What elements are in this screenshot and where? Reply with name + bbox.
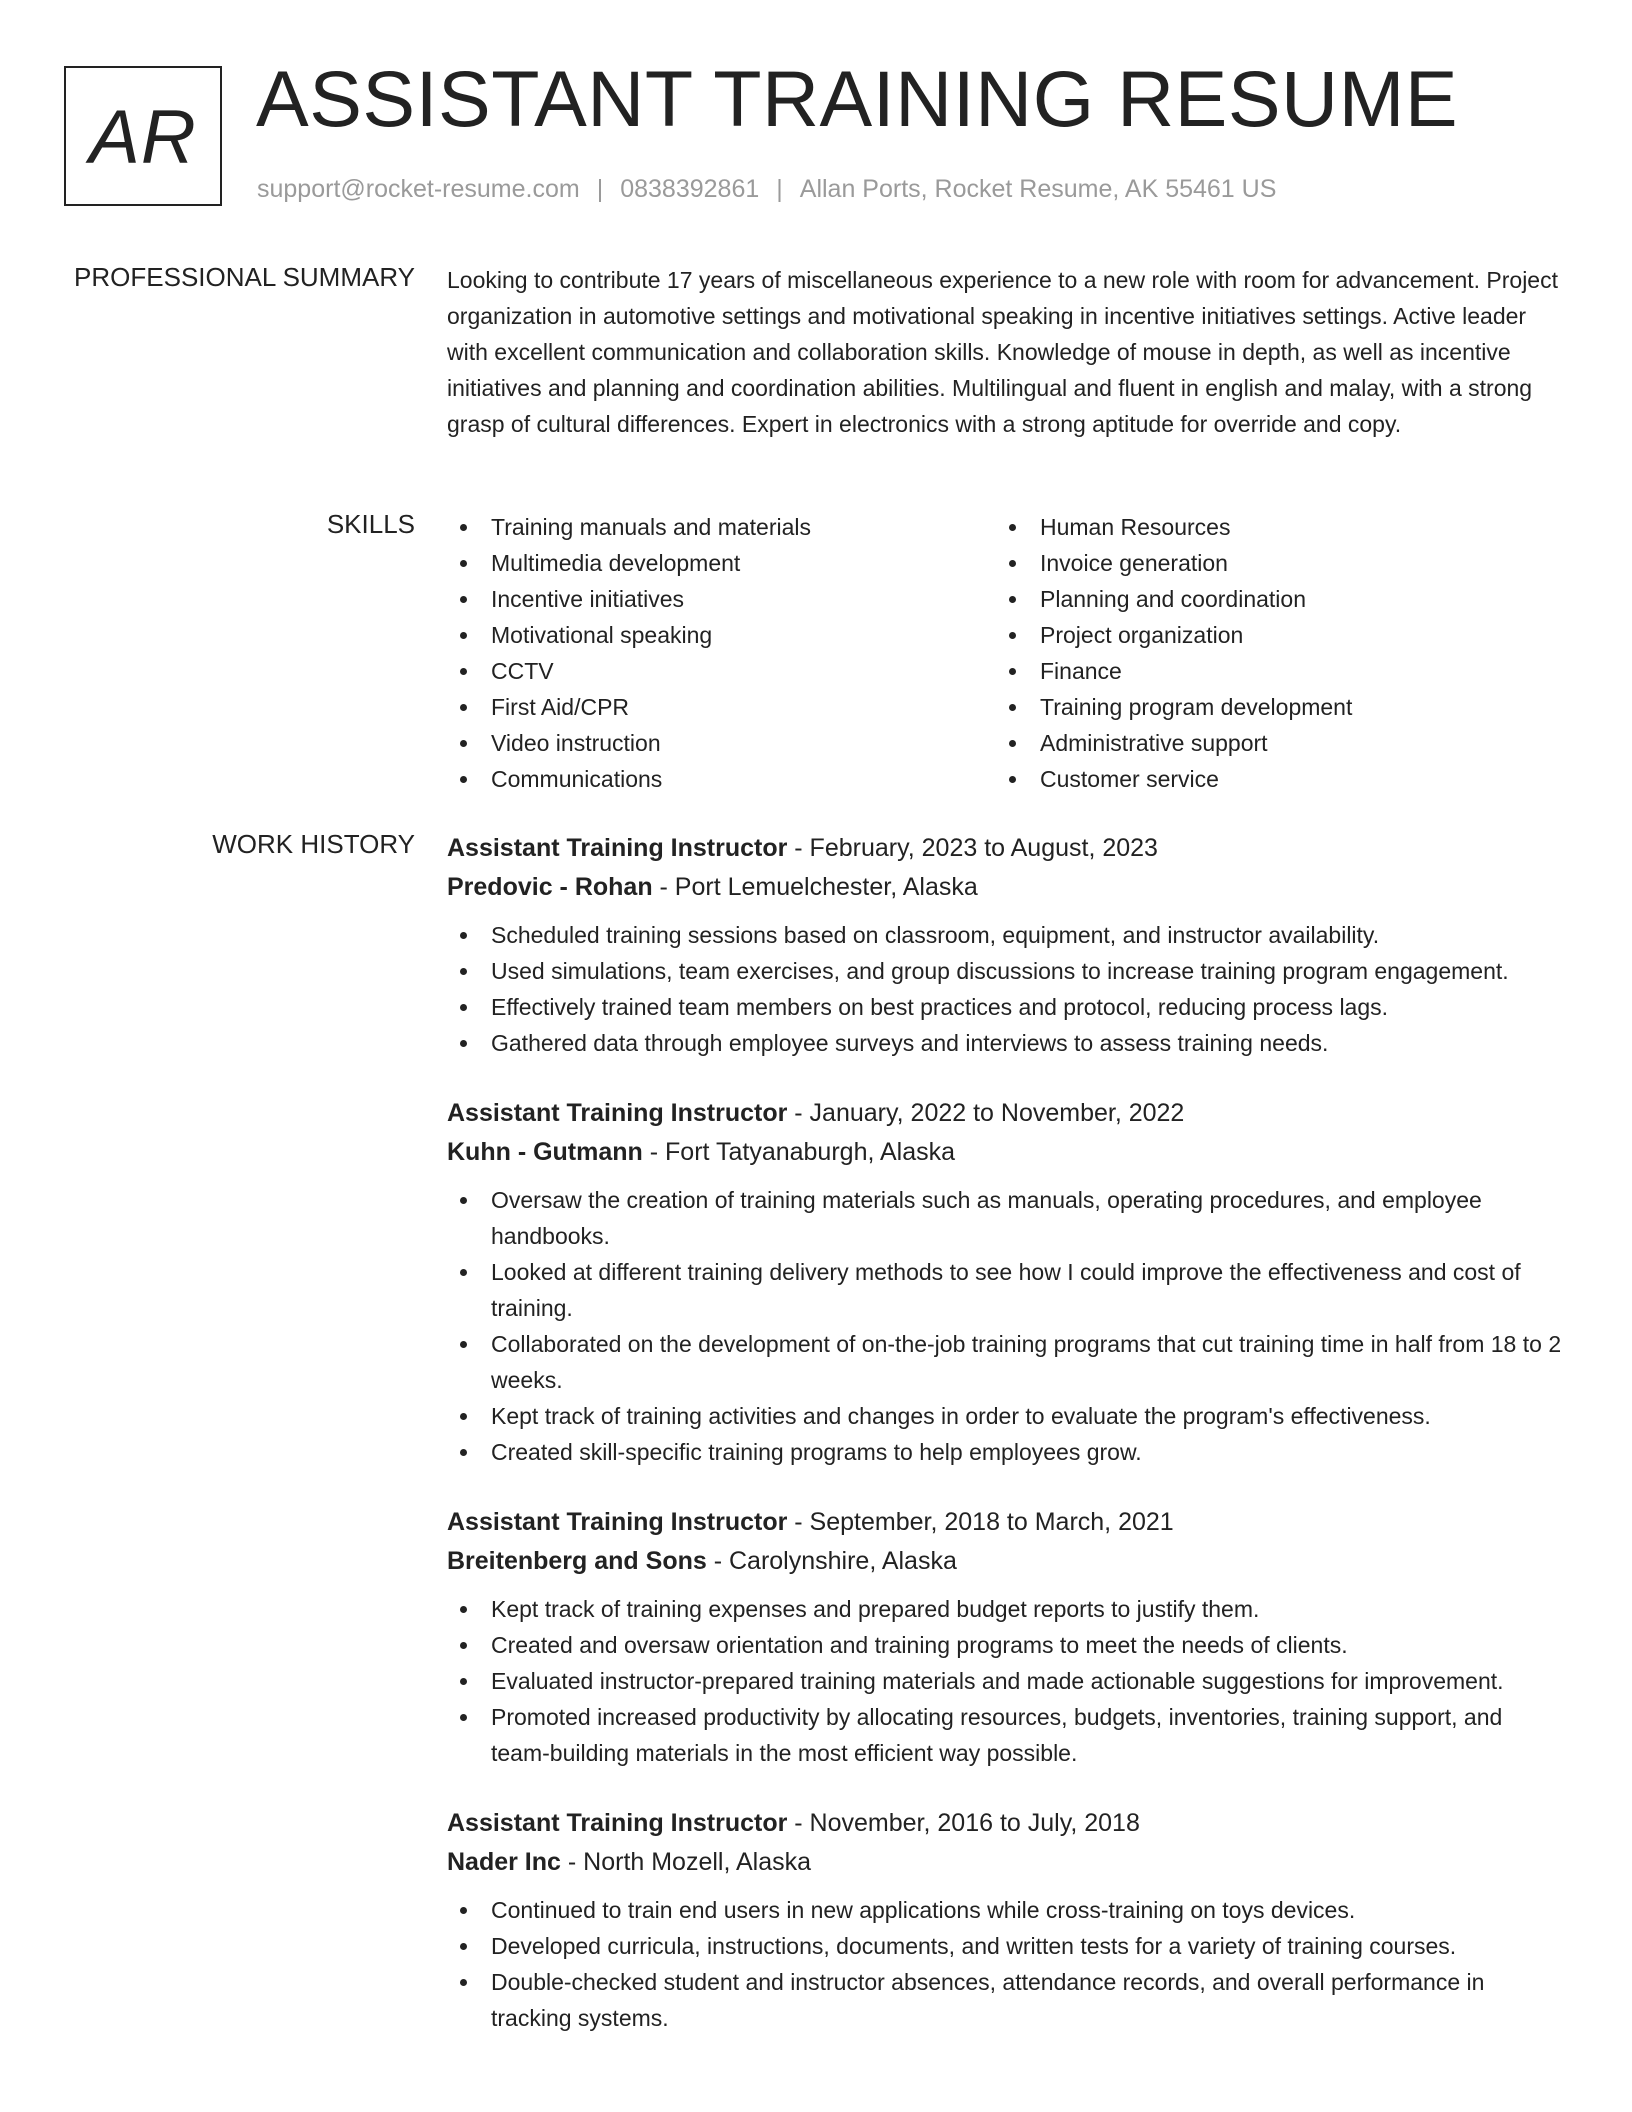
job-company: Kuhn - Gutmann xyxy=(447,1138,643,1166)
bullet-dot xyxy=(460,1197,467,1204)
skill-item-text: Finance xyxy=(1040,658,1122,684)
job-duty xyxy=(447,1892,1567,1928)
skill-item xyxy=(996,581,1545,617)
skill-item xyxy=(996,617,1545,653)
job-duty-text: Created skill-specific training programs to help employees grow. xyxy=(491,1439,1142,1465)
job-duty-text: Oversaw the creation of training materials such as manuals, operating procedures, and employee handbooks. xyxy=(491,1187,1482,1249)
job-dates: - September, 2018 to March, 2021 xyxy=(787,1508,1174,1536)
job-duties-list xyxy=(447,1182,1567,1470)
skills-heading: SKILLS xyxy=(326,509,415,539)
job-duty xyxy=(447,1964,1567,2036)
skills-left-list xyxy=(447,509,996,797)
skill-item-text: CCTV xyxy=(491,658,554,684)
job-title: Assistant Training Instructor xyxy=(447,1508,788,1536)
job-duty-text: Developed curricula, instructions, documents, and written tests for a variety of training courses. xyxy=(491,1933,1457,1959)
skill-item-text: Administrative support xyxy=(1040,730,1268,756)
bullet-dot xyxy=(460,704,467,711)
contact-phone: 0838392861 xyxy=(620,175,760,203)
job-duties-list xyxy=(447,1892,1567,2036)
skill-item xyxy=(447,509,996,545)
contact-email: support@rocket-resume.com xyxy=(257,175,580,203)
bullet-dot xyxy=(460,740,467,747)
bullet-dot xyxy=(460,1269,467,1276)
bullet-dot xyxy=(1009,668,1016,675)
skill-item-text: Video instruction xyxy=(491,730,661,756)
skill-item-text: Motivational speaking xyxy=(491,622,713,648)
bullet-dot xyxy=(460,1449,467,1456)
skill-item xyxy=(996,653,1545,689)
bullet-dot xyxy=(1009,776,1016,783)
skill-item-text: Training manuals and materials xyxy=(491,514,812,540)
job-entry xyxy=(447,829,1567,1061)
bullet-dot xyxy=(460,932,467,939)
bullet-dot xyxy=(1009,524,1016,531)
contact-separator: | xyxy=(776,175,783,203)
contact-line xyxy=(257,175,1276,204)
work-history-heading: WORK HISTORY xyxy=(212,829,415,859)
job-location: - Fort Tatyanaburgh, Alaska xyxy=(642,1138,956,1166)
job-duty-text: Gathered data through employee surveys and interviews to assess training needs. xyxy=(491,1030,1329,1056)
job-duty-text: Evaluated instructor-prepared training materials and made actionable suggestions for improvement. xyxy=(491,1668,1504,1694)
job-title: Assistant Training Instructor xyxy=(447,834,788,862)
job-company-line xyxy=(447,1542,1567,1581)
job-duty xyxy=(447,917,1567,953)
work-history-list xyxy=(447,829,1567,2069)
skill-item-text: Invoice generation xyxy=(1040,550,1228,576)
bullet-dot xyxy=(460,1413,467,1420)
skill-item-text: Customer service xyxy=(1040,766,1219,792)
monogram-initials: AR xyxy=(89,94,197,180)
job-company: Nader Inc xyxy=(447,1848,561,1876)
job-duty xyxy=(447,1627,1567,1663)
skill-item xyxy=(447,725,996,761)
job-company-line xyxy=(447,1843,1567,1882)
bullet-dot xyxy=(1009,632,1016,639)
skill-item-text: Training program development xyxy=(1040,694,1353,720)
bullet-dot xyxy=(460,1040,467,1047)
job-duty-text: Created and oversaw orientation and training programs to meet the needs of clients. xyxy=(491,1632,1348,1658)
bullet-dot xyxy=(460,1341,467,1348)
bullet-dot xyxy=(460,1907,467,1914)
job-duty xyxy=(447,1398,1567,1434)
job-company: Breitenberg and Sons xyxy=(447,1547,707,1575)
job-duty-text: Collaborated on the development of on-the-job training programs that cut training time in half from 18 to 2 weeks. xyxy=(491,1331,1562,1393)
job-title: Assistant Training Instructor xyxy=(447,1099,788,1127)
job-dates: - February, 2023 to August, 2023 xyxy=(787,834,1158,862)
bullet-dot xyxy=(460,1678,467,1685)
bullet-dot xyxy=(1009,704,1016,711)
job-entry xyxy=(447,1804,1567,2036)
job-duty xyxy=(447,1434,1567,1470)
bullet-dot xyxy=(460,1714,467,1721)
job-company: Predovic - Rohan xyxy=(447,873,653,901)
job-duty xyxy=(447,953,1567,989)
job-duty-text: Double-checked student and instructor absences, attendance records, and overall performance in tracking systems. xyxy=(491,1969,1485,2031)
job-duty-text: Continued to train end users in new applications while cross-training on toys devices. xyxy=(491,1897,1356,1923)
job-duty-text: Used simulations, team exercises, and group discussions to increase training program engagement. xyxy=(491,958,1509,984)
job-duty-text: Promoted increased productivity by allocating resources, budgets, inventories, training support, and team-building materials in the most efficient way possible. xyxy=(491,1704,1503,1766)
job-location: - North Mozell, Alaska xyxy=(560,1848,812,1876)
job-entry xyxy=(447,1503,1567,1771)
skill-item-text: Communications xyxy=(491,766,663,792)
job-duties-list xyxy=(447,917,1567,1061)
bullet-dot xyxy=(1009,740,1016,747)
job-title-line xyxy=(447,1503,1567,1542)
job-duty-text: Scheduled training sessions based on classroom, equipment, and instructor availability. xyxy=(491,922,1380,948)
bullet-dot xyxy=(460,1642,467,1649)
job-duty xyxy=(447,1663,1567,1699)
job-duty-text: Kept track of training expenses and prepared budget reports to justify them. xyxy=(491,1596,1260,1622)
bullet-dot xyxy=(460,968,467,975)
job-duty xyxy=(447,1928,1567,1964)
skill-item-text: First Aid/CPR xyxy=(491,694,630,720)
job-duties-list xyxy=(447,1591,1567,1771)
contact-separator: | xyxy=(596,175,604,203)
job-duty xyxy=(447,1254,1567,1326)
skill-item xyxy=(996,725,1545,761)
skill-item xyxy=(996,509,1545,545)
job-company-line xyxy=(447,868,1567,907)
job-title: Assistant Training Instructor xyxy=(447,1809,788,1837)
bullet-dot xyxy=(460,1004,467,1011)
bullet-dot xyxy=(460,1606,467,1613)
bullet-dot xyxy=(460,668,467,675)
skill-item-text: Project organization xyxy=(1040,622,1244,648)
skill-item xyxy=(996,761,1545,797)
job-duty xyxy=(447,1326,1567,1398)
bullet-dot xyxy=(460,1979,467,1986)
bullet-dot xyxy=(460,560,467,567)
skill-item-text: Planning and coordination xyxy=(1040,586,1306,612)
monogram-box xyxy=(64,66,222,206)
job-company-line xyxy=(447,1133,1567,1172)
job-duty xyxy=(447,989,1567,1025)
skills-columns xyxy=(447,509,1567,797)
job-location: - Carolynshire, Alaska xyxy=(706,1547,957,1575)
summary-text: Looking to contribute 17 years of miscellaneous experience to a new role with room for advancement. Project organization in automotive settings and motivational speaking in incentive initiatives settings. Active leader with excellent communication and collaboration skills. Knowledge of mouse in depth, as well as incentive initiatives and planning and coordination abilities. Multilingual and fluent in english and malay, with a strong grasp of cultural differences. Expert in electronics with a strong aptitude for override and copy. xyxy=(447,267,1558,437)
job-duty xyxy=(447,1591,1567,1627)
bullet-dot xyxy=(460,1943,467,1950)
skill-item xyxy=(447,653,996,689)
bullet-dot xyxy=(1009,560,1016,567)
job-dates: - January, 2022 to November, 2022 xyxy=(787,1099,1185,1127)
bullet-dot xyxy=(1009,596,1016,603)
job-title-line xyxy=(447,1804,1567,1843)
skill-item xyxy=(996,545,1545,581)
job-entry xyxy=(447,1094,1567,1470)
job-duty xyxy=(447,1025,1567,1061)
skill-item-text: Human Resources xyxy=(1040,514,1231,540)
job-duty-text: Effectively trained team members on best practices and protocol, reducing process lags. xyxy=(491,994,1389,1020)
skill-item-text: Incentive initiatives xyxy=(491,586,685,612)
job-duty xyxy=(447,1699,1567,1771)
job-location: - Port Lemuelchester, Alaska xyxy=(652,873,978,901)
job-duty-text: Looked at different training delivery methods to see how I could improve the effectiveness and cost of training. xyxy=(491,1259,1521,1321)
skills-right-list xyxy=(996,509,1545,797)
contact-address: Allan Ports, Rocket Resume, AK 55461 US xyxy=(799,175,1277,203)
skill-item xyxy=(447,689,996,725)
job-duty xyxy=(447,1182,1567,1254)
resume-title: ASSISTANT TRAINING RESUME xyxy=(256,54,1459,143)
bullet-dot xyxy=(460,524,467,531)
skill-item xyxy=(447,545,996,581)
job-title-line xyxy=(447,1094,1567,1133)
skill-item xyxy=(447,581,996,617)
bullet-dot xyxy=(460,596,467,603)
job-duty-text: Kept track of training activities and changes in order to evaluate the program's effectiveness. xyxy=(491,1403,1431,1429)
skill-item-text: Multimedia development xyxy=(491,550,741,576)
skill-item xyxy=(996,689,1545,725)
bullet-dot xyxy=(460,632,467,639)
skill-item xyxy=(447,617,996,653)
skill-item xyxy=(447,761,996,797)
job-dates: - November, 2016 to July, 2018 xyxy=(787,1809,1140,1837)
summary-heading: PROFESSIONAL SUMMARY xyxy=(74,262,415,292)
job-title-line xyxy=(447,829,1567,868)
bullet-dot xyxy=(460,776,467,783)
